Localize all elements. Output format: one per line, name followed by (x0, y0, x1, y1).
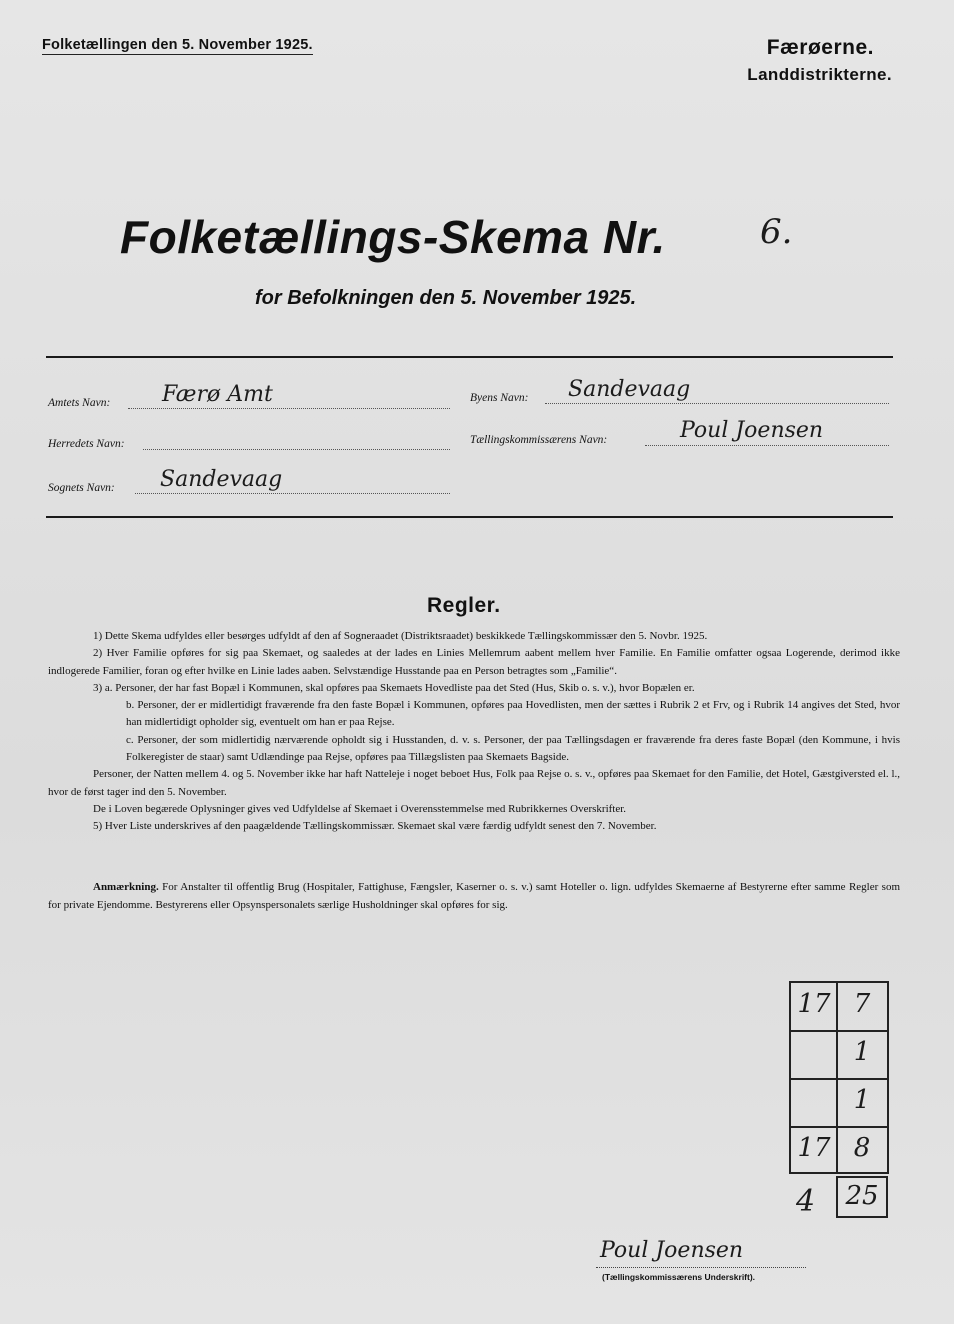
tally-r2-right: 1 (853, 1037, 871, 1067)
kommissaer-label: Tællingskommissærens Navn: (470, 434, 608, 446)
rule-1: 1) Dette Skema udfyldes eller besørges udfyldt af den af Sogneraadet (Distriktsraadet) beskikkede Tællingskommissær den 5. Novbr. 1925. (93, 630, 708, 642)
note-label: Anmærkning. (93, 881, 159, 893)
tally-footer-right: 25 (836, 1176, 888, 1218)
form-subtitle: for Befolkningen den 5. November 1925. (255, 287, 637, 309)
tally-footer-left: 4 (796, 1184, 816, 1219)
signature-caption: (Tællingskommissærens Underskrift). (602, 1272, 756, 1282)
byens-value: Sandevaag (568, 377, 691, 402)
tally-r1-left: 17 (797, 989, 831, 1019)
signature-name: Poul Joensen (600, 1238, 744, 1263)
byens-label: Byens Navn: (470, 392, 529, 404)
byens-line (545, 403, 889, 404)
form-title: Folketællings-Skema Nr. (120, 211, 666, 263)
amt-value: Færø Amt (162, 382, 273, 407)
tally-box (789, 981, 889, 1174)
header-census-date: Folketællingen den 5. November 1925. (42, 37, 313, 53)
kommissaer-line (645, 445, 889, 446)
tally-row-divider (791, 1126, 887, 1128)
tally-r4-right: 8 (853, 1133, 871, 1163)
herred-line (143, 449, 450, 450)
form-number: 6. (760, 212, 793, 252)
rule-3a: 3) a. Personer, der har fast Bopæl i Kommunen, skal opføres paa Skemaets Hovedliste paa det Sted (Hus, Skib o. s. v.), hvor Bopælen er. (93, 681, 695, 694)
divider-bottom (46, 516, 893, 518)
rule-2: 2) Hver Familie opføres for sig paa Skemaet, og saaledes at der lades en Linies Mellemrum aabent mellem hver Familie. En Familie omfatter ogsaa Logerende, derimod ikke indlogerede Familier, foran og efter hvilke en Linie lades aaben. Selvstændige Husstande paa en Person betragtes som „Familie“. (48, 647, 900, 677)
rule-4: De i Loven begærede Oplysninger gives ved Udfyldelse af Skemaet i Overensstemmelse med Rubrikkernes Overskrifter. (93, 802, 627, 815)
tally-r3-right: 1 (853, 1085, 871, 1115)
rule-3c: c. Personer, der som midlertidig nærværende opholdt sig i Husstanden, d. v. s. Personer, der paa Tællingsdagen er fraværende fra deres faste Bopæl (den Kommune, i hvis Folkeregister de staar) samt Udlændinge paa Rejse, opføres paa Tillægslisten paa Skemaets Bagside. (126, 733, 900, 764)
amt-line (128, 408, 450, 409)
amt-label: Amtets Navn: (48, 397, 111, 409)
tally-r4-left: 17 (797, 1133, 831, 1163)
sogn-line (135, 493, 450, 494)
divider-top (46, 356, 893, 358)
rule-5: 5) Hver Liste underskrives af den paagældende Tællingskommissær. Skemaet skal være færdig udfyldt senest den 7. November. (93, 820, 657, 833)
sogn-value: Sandevaag (160, 467, 283, 492)
tally-row-divider (791, 1030, 887, 1032)
note-paragraph (48, 879, 900, 914)
signature-line (596, 1267, 806, 1268)
rule-3b: b. Personer, der er midlertidigt fraværende fra den faste Bopæl i Kommunen, opføres paa Hovedlisten, men der sættes i Rubrik 2 et Frv, og i Rubrik 14 angives det Sted, hvor han midlertidigt opholder sig, eventuelt om han er paa Rejse. (126, 699, 900, 729)
rules-body (48, 628, 900, 836)
rule-3d: Personer, der Natten mellem 4. og 5. November ikke har haft Natteleje i noget beboet Hus, Folk paa Rejse o. s. v., opføres paa Skemaet for den Familie, det Hotel, Gæstgiversted el. l., hvor de først tager ind den 5. November. (48, 768, 900, 798)
tally-row-divider (791, 1078, 887, 1080)
rules-heading: Regler. (427, 594, 501, 617)
header-district-type: Landdistrikterne. (747, 65, 892, 84)
tally-r1-right: 7 (853, 989, 871, 1019)
herred-label: Herredets Navn: (48, 438, 125, 450)
header-region: Færøerne. (766, 36, 874, 59)
note-text: For Anstalter til offentlig Brug (Hospitaler, Fattighuse, Fængsler, Kaserner o. s. v.) samt Hoteller o. lign. udfyldes Skemaerne af Bestyrerne efter samme Regler som for private Ejendomme. Bestyrerens eller Opsynspersonalets særlige Husholdninger skal opføres for sig. (48, 881, 901, 911)
kommissaer-value: Poul Joensen (680, 418, 824, 443)
sogn-label: Sognets Navn: (48, 482, 115, 494)
